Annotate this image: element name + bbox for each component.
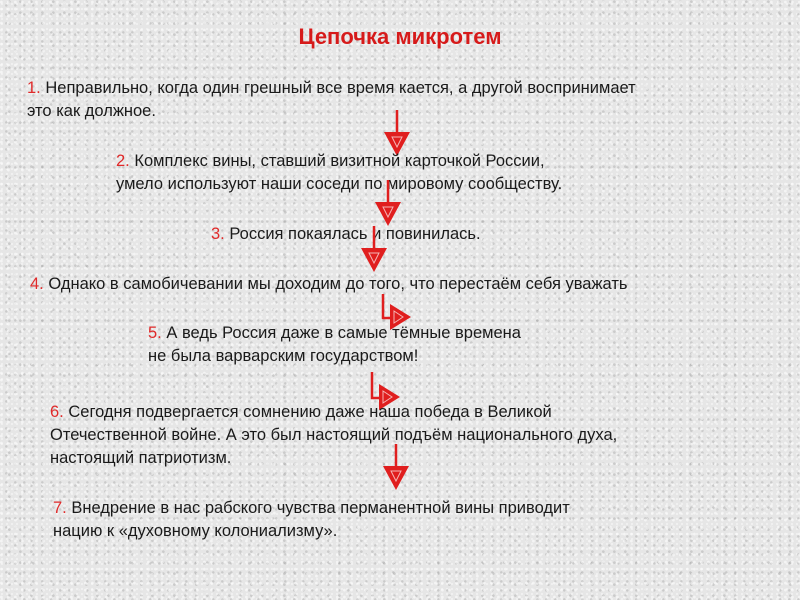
item-line: Комплекс вины, ставший визитной карточкой России, [134, 152, 545, 170]
microtheme-2 [116, 150, 562, 196]
item-line: Отечественной войне. А это был настоящий подъём национального духа, [50, 426, 618, 444]
item-number: 2. [116, 152, 130, 170]
arrow-down-icon [380, 444, 412, 494]
item-number: 5. [148, 324, 162, 342]
item-line: это как должное. [27, 102, 156, 120]
item-number: 4. [30, 275, 44, 293]
item-number: 6. [50, 403, 64, 421]
item-number: 7. [53, 499, 67, 517]
item-line: Сегодня подвергается сомнению даже наша победа в Великой [68, 403, 552, 421]
slide-title: Цепочка микротем [298, 24, 502, 49]
item-line: не была варварским государством! [148, 347, 419, 365]
item-line: настоящий патриотизм. [50, 449, 232, 467]
microtheme-4 [30, 273, 628, 296]
microtheme-1 [27, 77, 636, 123]
item-line: умело используют наши соседи по мировому сообществу. [116, 175, 563, 193]
arrow-down-icon [358, 226, 390, 276]
microtheme-5 [148, 322, 521, 368]
item-line: Внедрение в нас рабского чувства перманентной вины приводит [71, 499, 570, 517]
item-line: А ведь Россия даже в самые тёмные времена [166, 324, 521, 342]
microtheme-6 [50, 401, 617, 470]
item-line: Однако в самобичевании мы доходим до того, что перестаём себя уважать [48, 275, 628, 293]
item-number: 3. [211, 225, 225, 243]
item-line: Неправильно, когда один грешный все время кается, а другой воспринимает [45, 79, 636, 97]
microtheme-3 [211, 223, 481, 246]
item-line: нацию к «духовному колониализму». [53, 522, 338, 540]
microtheme-7 [53, 497, 570, 543]
item-line: Россия покаялась и повинилась. [229, 225, 481, 243]
item-number: 1. [27, 79, 41, 97]
